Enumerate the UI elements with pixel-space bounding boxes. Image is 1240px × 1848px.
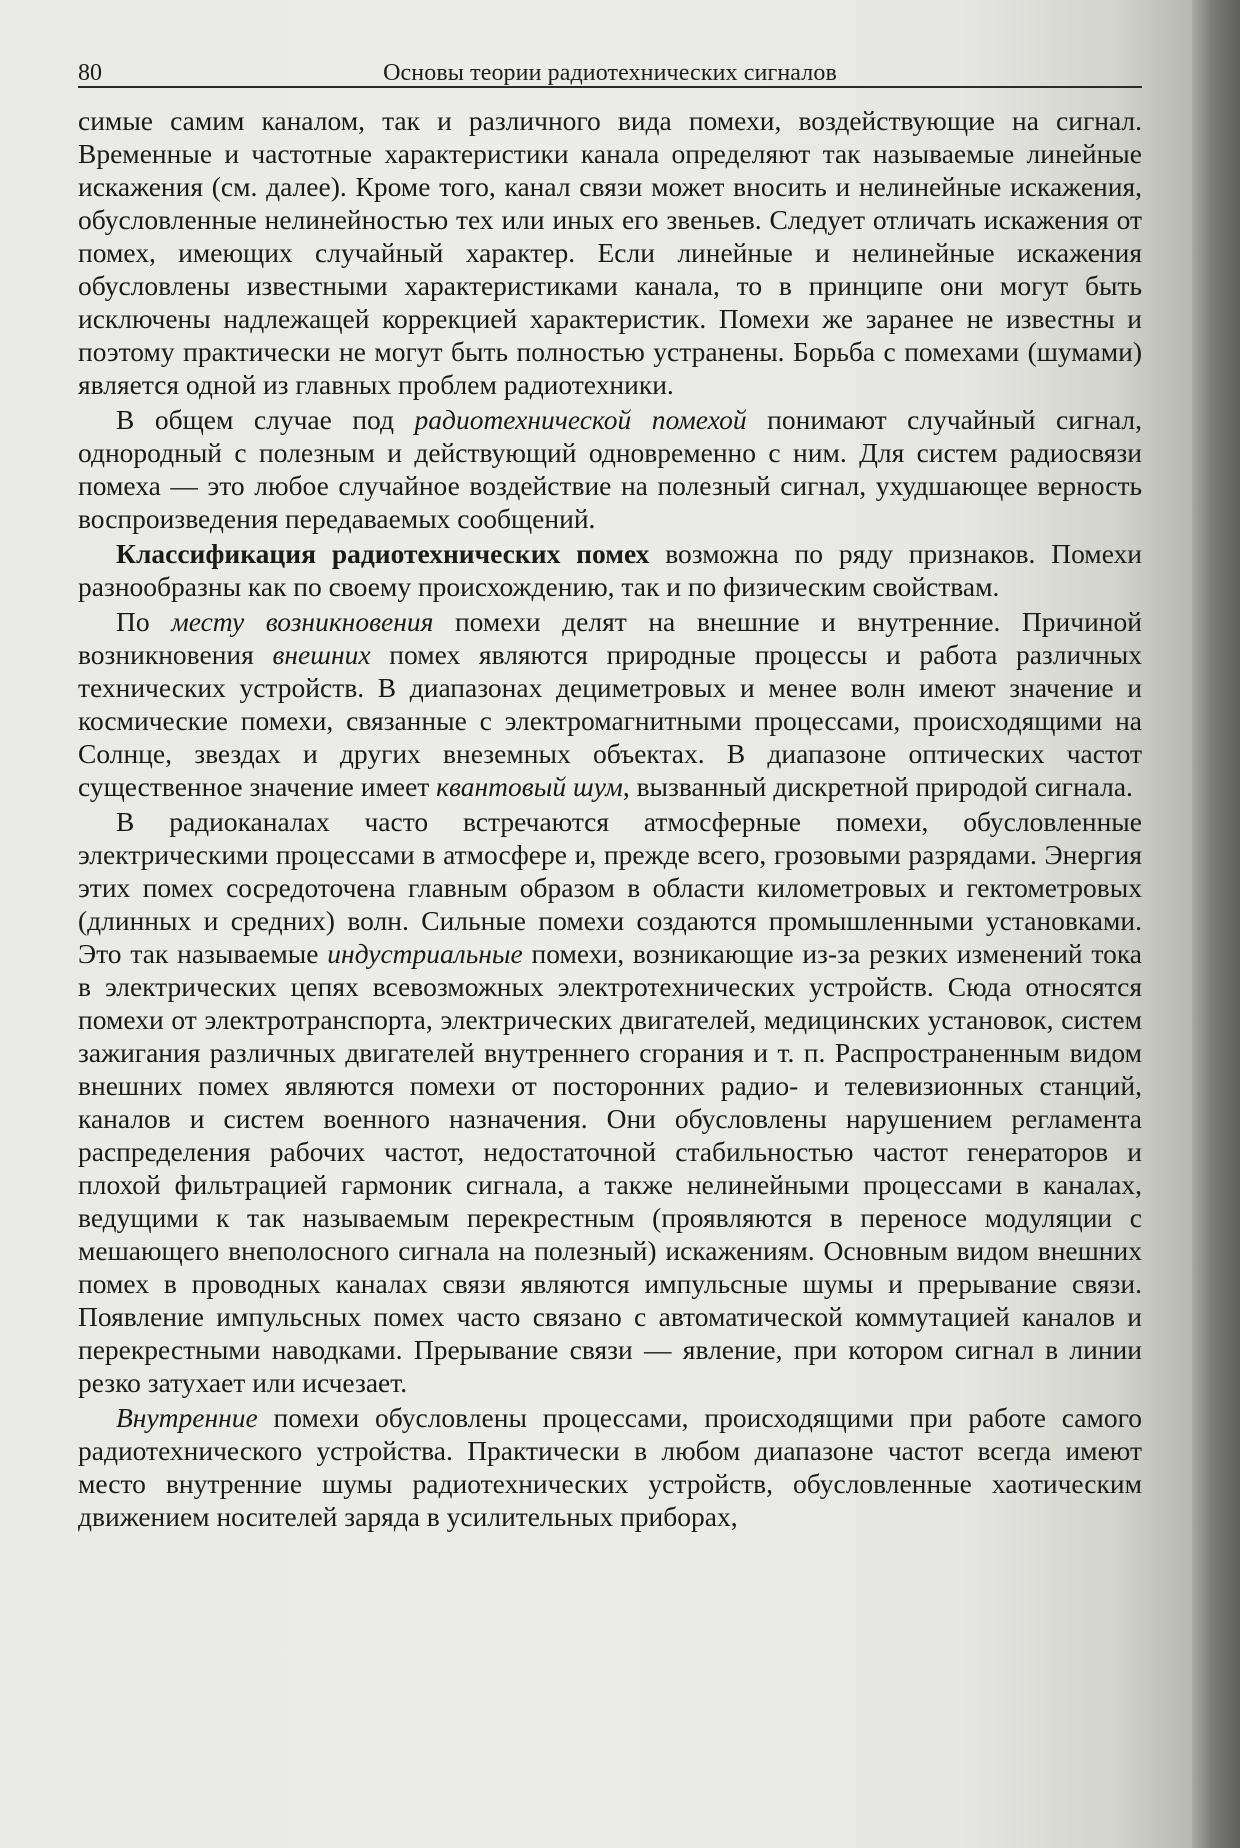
paragraph-definition	[78, 403, 1142, 535]
paragraph-origin	[78, 605, 1142, 803]
paragraph-text: возможна по ряду признаков. Помехи разнообразны как по своему происхождению, так и по физическим свойствам.	[78, 538, 1143, 602]
italic-term: Внутренние	[116, 1402, 258, 1433]
main-text	[78, 104, 1142, 1535]
italic-term: индустриальные	[327, 938, 523, 969]
running-title: Основы теории радиотехнических сигналов	[383, 60, 837, 86]
paragraph-text: понимают случайный сигнал, однородный с полезным и действующий одновременно с ним. Для систем радиосвязи помеха — это любое случайное воздействие на полезный сигнал, ухудшающее верность воспроизведения передаваемых сообщений.	[78, 404, 1142, 534]
paragraph-text: По	[116, 606, 172, 637]
paragraph-text: помехи, возникающие из-за резких изменений тока в электрических цепях всевозможных электротехнических устройств. Сюда относятся помехи от электротранспорта, электрических двигателей, медицинских установок, систем зажигания различных двигателей внутреннего сгорания и т. п. Распространенным видом внешних помех являются помехи от посторонних радио- и телевизионных станций, каналов и систем военного назначения. Они обусловлены нарушением регламента распределения рабочих частот, недостаточной стабильностью частот генераторов и плохой фильтрацией гармоник сигнала, а также нелинейными процессами в каналах, ведущими к так называемым перекрестным (проявляются в переносе модуляции с мешающего внеполосного сигнала на полезный) искажениям. Основным видом внешних помех в проводных каналах связи являются импульсные шумы и прерывание связи. Появление импульсных помех часто связано с автоматической коммутацией каналов и перекрестными наводками. Прерывание связи — явление, при котором сигнал в линии резко затухает или исчезает.	[78, 938, 1142, 1398]
running-header	[78, 52, 1142, 88]
italic-term: месту возникновения	[171, 606, 434, 637]
paragraph-text: помех являются природные процессы и работа различных технических устройств. В диапазонах дециметровых и менее волн имеют значение и космические помехи, связанные с электромагнитными процессами, происходящими на Солнце, звездах и других внеземных объектах. В диапазоне оптических частот существенное значение имеет	[78, 639, 1142, 802]
italic-term: внешних	[272, 639, 371, 670]
paragraph-text: В общем случае под	[116, 404, 415, 435]
paragraph-text: помехи делят на внешние и внутренние. Причиной возникновения	[78, 606, 1142, 670]
bold-term: Классификация радиотехнических помех	[116, 538, 650, 569]
page-number: 80	[78, 60, 102, 86]
paragraph-text: В радиоканалах часто встречаются атмосферные помехи, обусловленные электрическими процессами в атмосфере и, прежде всего, грозовыми разрядами. Энергия этих помех сосредоточена главным образом в области километровых и гектометровых (длинных и средних) волн. Сильные помехи создаются промышленными установками. Это так называемые	[78, 806, 1142, 969]
book-spine-shadow	[1192, 0, 1240, 1848]
paragraph-classification	[78, 537, 1142, 603]
paragraph-text: помехи обусловлены процессами, происходящими при работе самого радиотехнического устройства. Практически в любом диапазоне частот всегда имеют место внутренние шумы радиотехнических устройств, обусловленные хаотическим движением носителей заряда в усилительных приборах,	[78, 1402, 1142, 1532]
paragraph-internal-noise	[78, 1401, 1142, 1533]
paragraph-text: , вызванный дискретной природой сигнала.	[622, 771, 1133, 802]
paragraph-text: симые самим каналом, так и различного вида помехи, воздействующие на сигнал. Временные и частотные характеристики канала определяют так называемые линейные искажения (см. далее). Кроме того, канал связи может вносить и нелинейные искажения, обусловленные нелинейностью тех или иных его звеньев. Следует отличать искажения от помех, имеющих случайный характер. Если линейные и нелинейные искажения обусловлены известными характеристиками канала, то в принципе они могут быть исключены надлежащей коррекцией характеристик. Помехи же заранее не известны и поэтому практически не могут быть полностью устранены. Борьба с помехами (шумами) является одной из главных проблем радиотехники.	[78, 105, 1142, 400]
paragraph-external-noise	[78, 805, 1142, 1399]
italic-term: квантовый шум	[436, 771, 623, 802]
paragraph-continuation	[78, 104, 1142, 401]
italic-term: радиотехнической помехой	[414, 404, 747, 435]
